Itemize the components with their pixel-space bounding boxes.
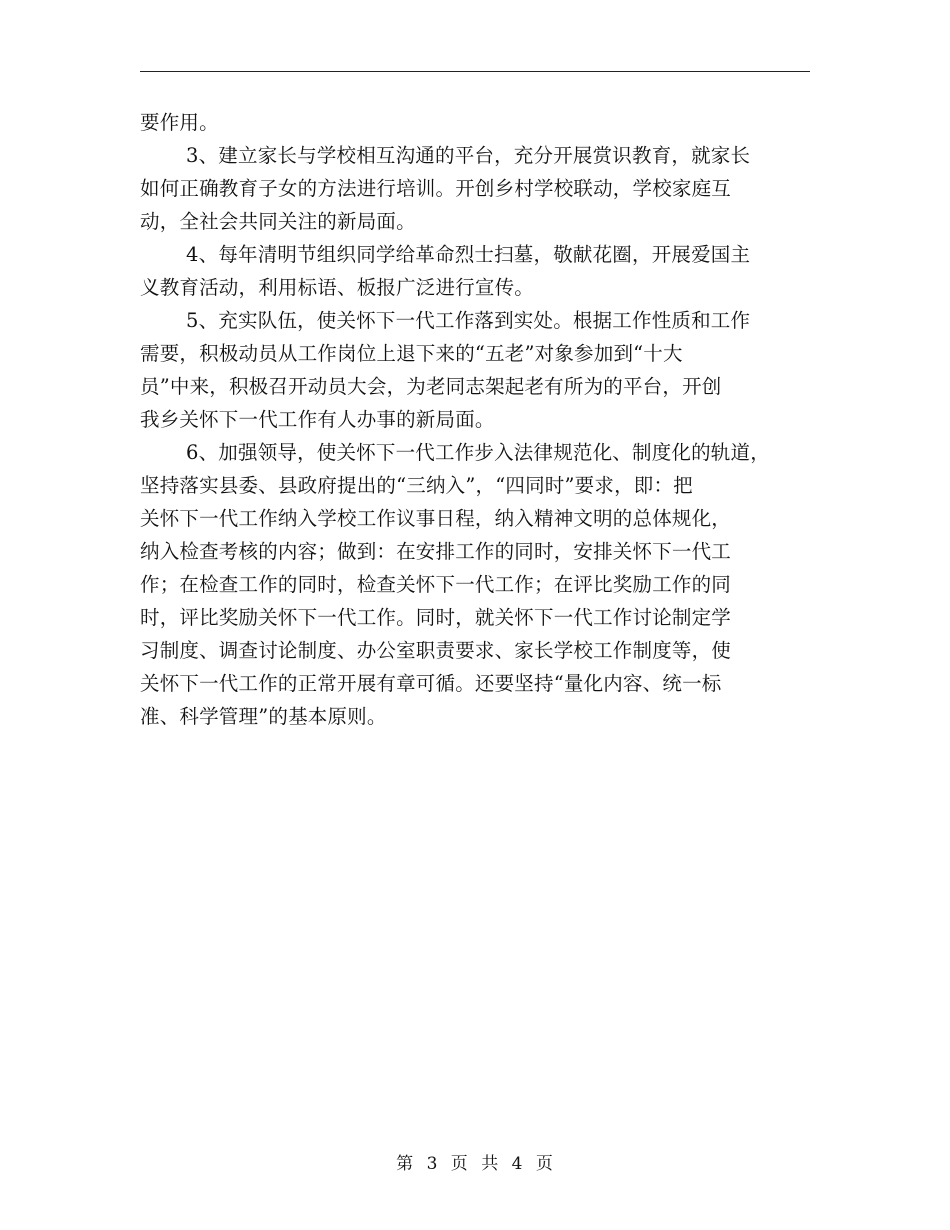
- paragraph-line: 我乡关怀下一代工作有人办事的新局面。: [140, 408, 495, 431]
- paragraph-line: 3、建立家长与学校相互沟通的平台，充分开展赏识教育，就家长: [186, 144, 751, 167]
- paragraph-line: 义教育活动，利用标语、板报广泛进行宣传。: [140, 276, 535, 299]
- paragraph-line: 4、每年清明节组织同学给革命烈士扫墓，敬献花圈，开展爱国主: [186, 243, 751, 266]
- paragraph-line: 准、科学管理”的基本原则。: [140, 705, 387, 728]
- paragraph-line: 坚持落实县委、县政府提出的“三纳入”，“四同时”要求，即：把: [140, 474, 693, 497]
- paragraph-line: 关怀下一代工作纳入学校工作议事日程，纳入精神文明的总体规化，: [140, 507, 732, 530]
- paragraph-line: 关怀下一代工作的正常开展有章可循。还要坚持“量化内容、统一标: [140, 672, 722, 695]
- header-rule: [140, 71, 810, 72]
- page-number-footer: 第 3 页 共 4 页: [396, 1154, 554, 1174]
- paragraph-line: 时，评比奖励关怀下一代工作。同时，就关怀下一代工作讨论制定学: [140, 606, 732, 629]
- paragraph-line: 作；在检查工作的同时，检查关怀下一代工作；在评比奖励工作的同: [140, 573, 732, 596]
- document-body: [140, 106, 830, 733]
- paragraph-line: 动，全社会共同关注的新局面。: [140, 210, 416, 233]
- paragraph-line: 习制度、调查讨论制度、办公室职责要求、家长学校工作制度等，使: [140, 639, 732, 662]
- paragraph-line: 需要，积极动员从工作岗位上退下来的“五老”对象参加到“十大: [140, 342, 683, 365]
- paragraph-line: 5、充实队伍，使关怀下一代工作落到实处。根据工作性质和工作: [186, 309, 751, 332]
- paragraph-line: 如何正确教育子女的方法进行培训。开创乡村学校联动，学校家庭互: [140, 177, 732, 200]
- paragraph-line: 6、加强领导，使关怀下一代工作步入法律规范化、制度化的轨道，: [186, 441, 770, 464]
- paragraph-line: 员”中来，积极召开动员大会，为老同志架起老有所为的平台，开创: [140, 375, 722, 398]
- paragraph-line: 纳入检查考核的内容；做到：在安排工作的同时，安排关怀下一代工: [140, 540, 732, 563]
- paragraph-line: 要作用。: [140, 111, 219, 134]
